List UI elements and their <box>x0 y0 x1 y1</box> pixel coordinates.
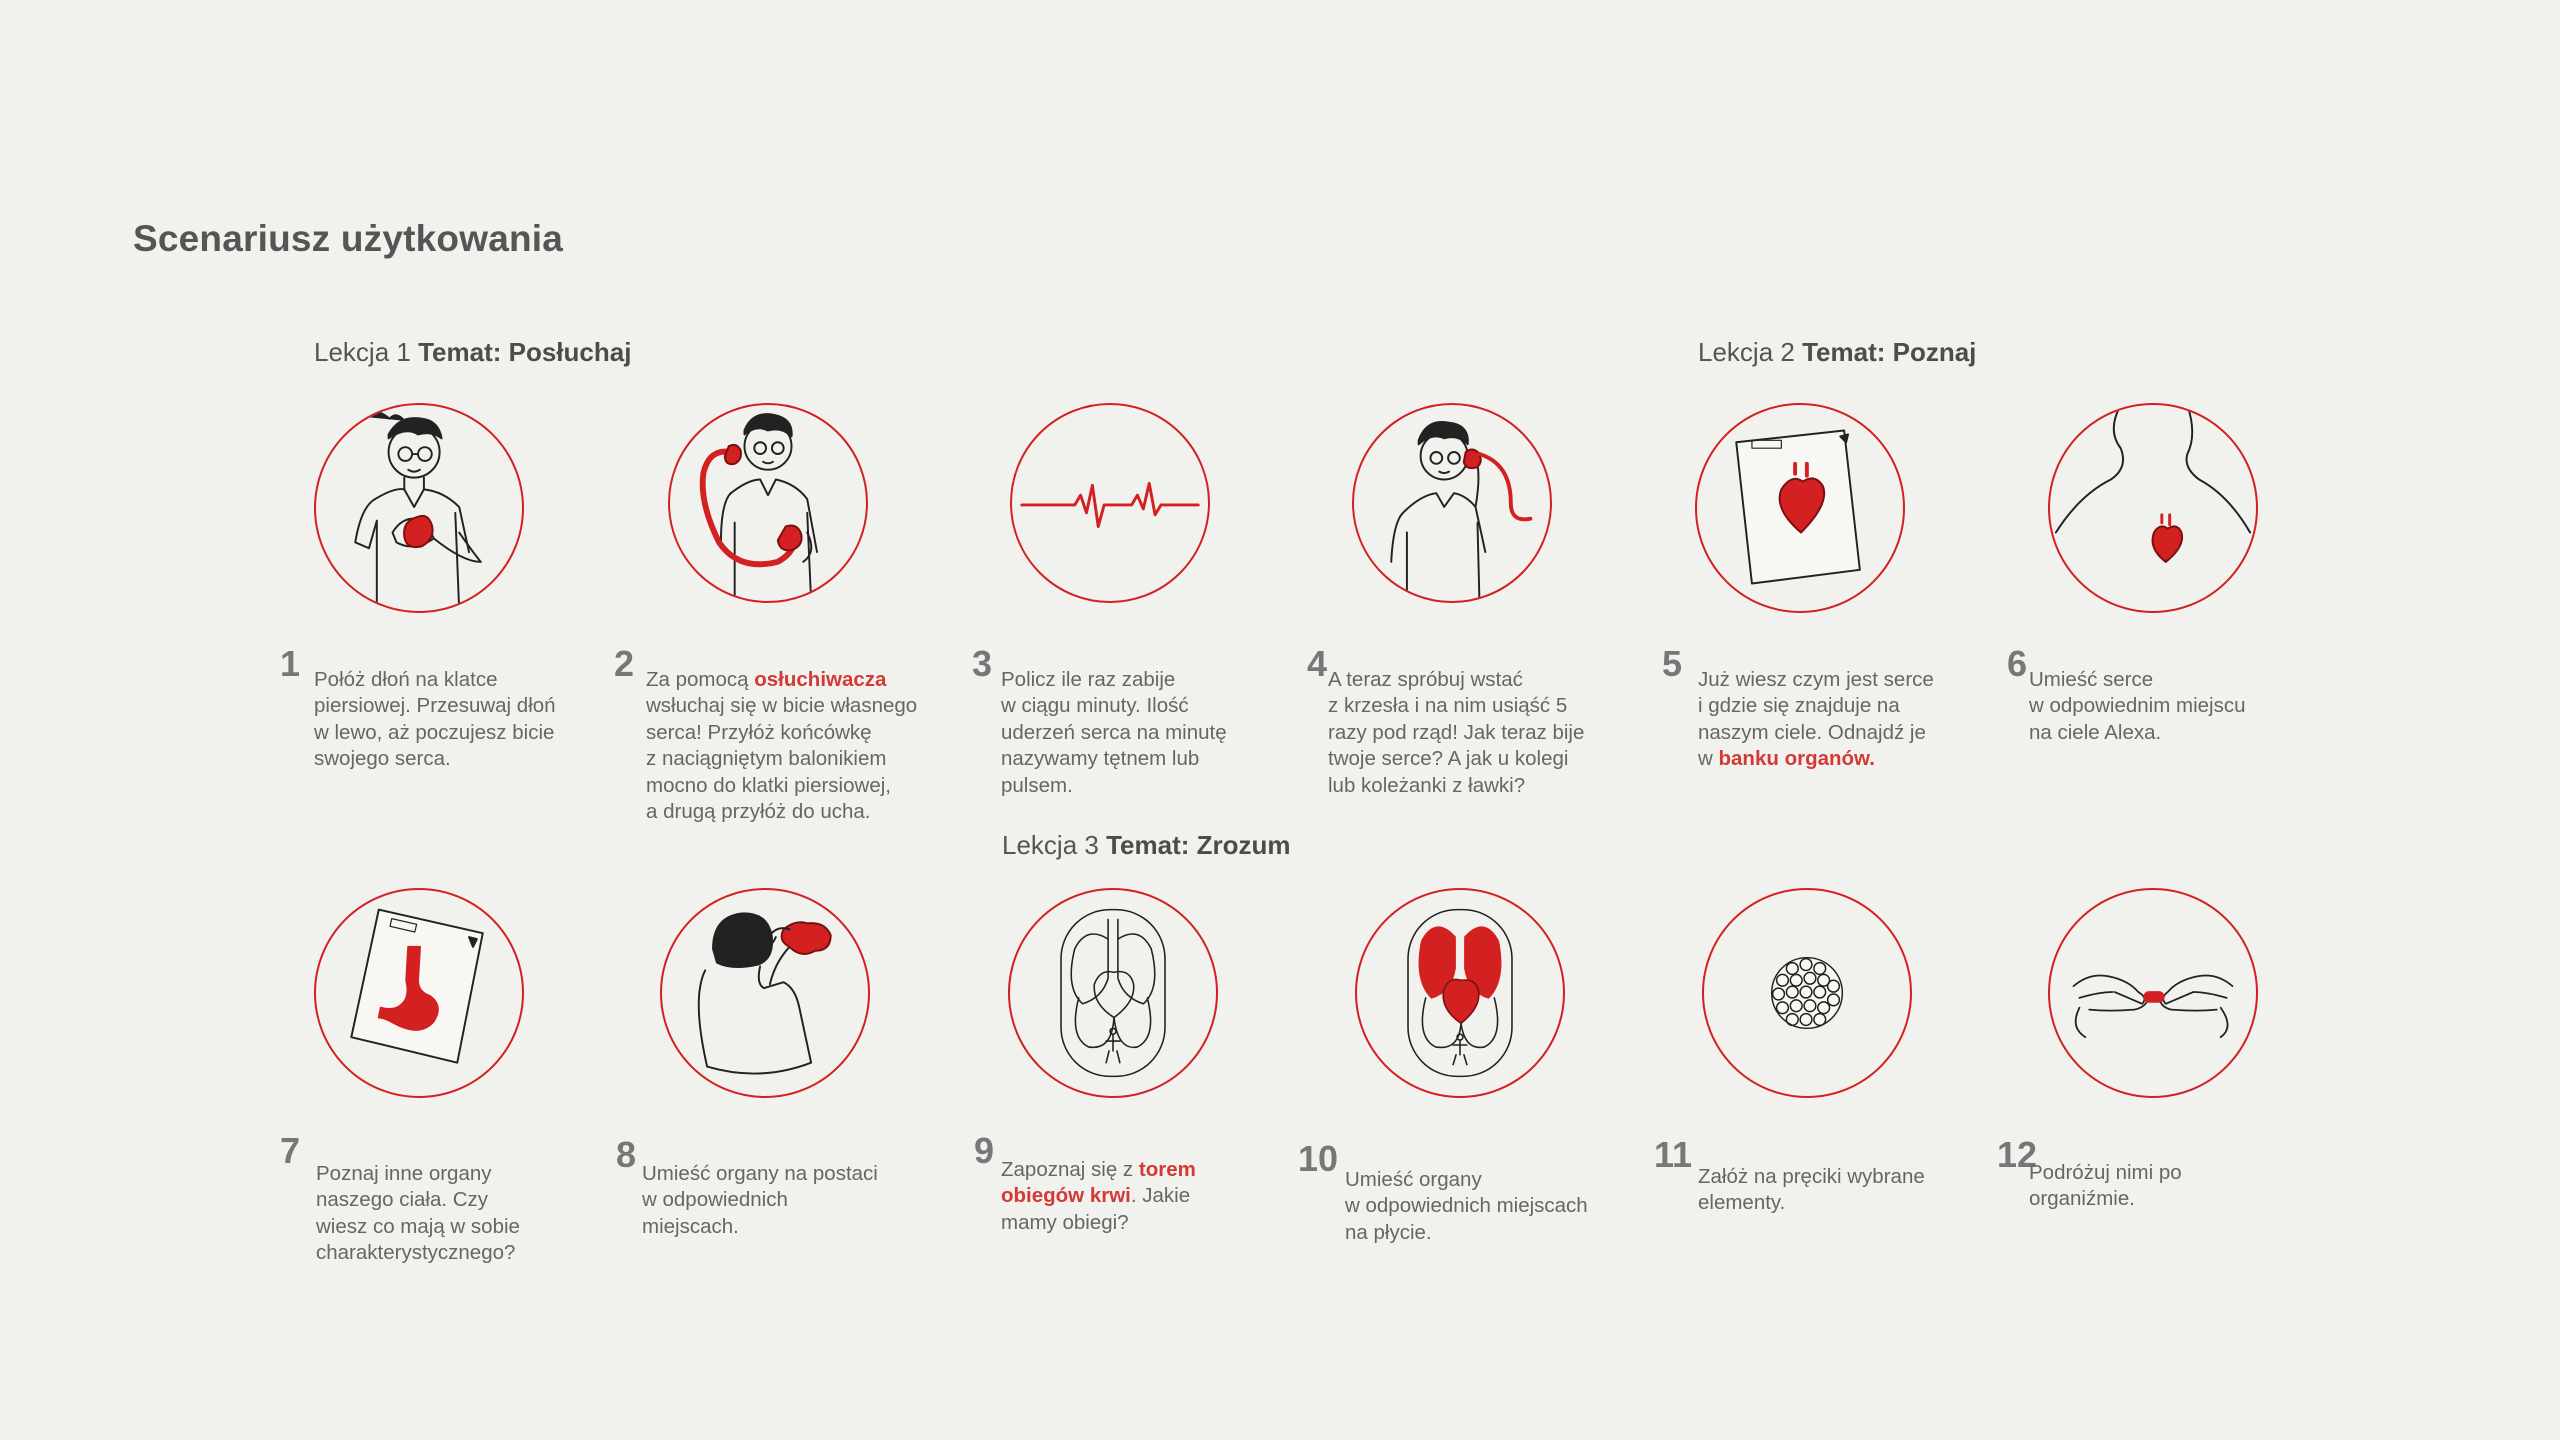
lesson-prefix: Lekcja 1 <box>314 337 411 367</box>
heart-card-icon <box>1695 403 1905 613</box>
step-number: 5 <box>1661 643 1682 684</box>
step-text: Policz ile raz zabije w ciągu minuty. Ilość uderzeń serca na minutę nazywamy tętnem lub pulsem. <box>1001 667 1227 797</box>
stethoscope-listening-icon <box>668 403 868 603</box>
step-text: wsłuchaj się w bicie własnego serca! Przyłóż końcówkę z naciągniętym balonikiem mocno do klatki piersiowej, a drugą przyłóż do ucha. <box>646 694 918 823</box>
step-text: Poznaj inne organy naszego ciała. Czy wiesz co mają w sobie charakterystycznego? <box>316 1161 520 1264</box>
step-number: 6 <box>2006 643 2027 684</box>
step-description <box>642 1134 878 1240</box>
step-text: Połóż dłoń na klatce piersiowej. Przesuwaj dłoń w lewo, aż poczujesz bicie swojego serca. <box>314 667 556 770</box>
step-text: Zapoznaj się z <box>1001 1157 1139 1181</box>
step-text: Za pomocą <box>646 667 755 691</box>
hand-on-chest-icon <box>314 403 524 613</box>
hands-tube-icon <box>2048 888 2258 1098</box>
step-text: Już wiesz czym jest serce i gdzie się znajduje na naszym ciele. Odnajdź je w <box>1698 667 1934 770</box>
step-number: 3 <box>971 643 992 684</box>
lesson-2-heading <box>1698 337 1976 368</box>
step-number: 7 <box>279 1130 300 1171</box>
page-title: Scenariusz użytkowania <box>133 218 564 259</box>
step-text: Załóż na pręciki wybrane elementy. <box>1698 1164 1925 1214</box>
step-number: 8 <box>615 1134 636 1175</box>
step-description <box>1001 1130 1196 1236</box>
step-number: 10 <box>1297 1138 1338 1179</box>
step-description <box>1698 640 1934 773</box>
circulation-icon <box>1008 888 1218 1098</box>
step-number: 2 <box>613 643 634 684</box>
blood-circulation-link[interactable]: torem obiegów krwi <box>1001 1157 1196 1207</box>
lesson-prefix: Lekcja 2 <box>1698 337 1795 367</box>
body-heart-icon <box>2048 403 2258 613</box>
placing-organs-icon <box>660 888 870 1098</box>
step-description <box>2029 1133 2182 1213</box>
lesson-1-heading <box>314 337 631 368</box>
step-description <box>1328 640 1584 799</box>
organs-board-icon <box>1355 888 1565 1098</box>
step-text: Umieść organy w odpowiednich miejscach na płycie. <box>1345 1167 1588 1244</box>
organ-bank-link[interactable]: banku organów. <box>1718 747 1875 770</box>
step-number: 9 <box>973 1130 994 1171</box>
stomach-card-icon <box>314 888 524 1098</box>
step-text: . Jakie mamy obiegi? <box>1001 1184 1191 1234</box>
step-description <box>1001 640 1227 799</box>
step-number: 11 <box>1653 1134 1692 1175</box>
boy-listening-icon <box>1352 403 1552 603</box>
heartbeat-line-icon <box>1010 403 1210 603</box>
step-text: Umieść organy na postaci w odpowiednich miejscach. <box>642 1161 878 1238</box>
step-description <box>1698 1137 1925 1217</box>
step-description <box>1345 1140 1588 1246</box>
stethoscope-link[interactable]: osłuchiwacza <box>754 667 887 691</box>
step-description <box>2029 640 2245 746</box>
step-description <box>316 1134 520 1267</box>
step-number: 1 <box>279 643 300 684</box>
step-description <box>646 640 917 826</box>
step-text: Podróżuj nimi po organiźmie. <box>2029 1160 2182 1210</box>
lesson-3-heading <box>1002 830 1291 861</box>
lesson-topic: Temat: Posłuchaj <box>418 337 632 367</box>
lesson-topic: Temat: Poznaj <box>1802 337 1977 367</box>
lesson-prefix: Lekcja 3 <box>1002 830 1099 860</box>
step-description <box>314 640 556 773</box>
step-text: Umieść serce w odpowiednim miejscu na ciele Alexa. <box>2029 667 2246 744</box>
beads-sphere-icon <box>1702 888 1912 1098</box>
step-number: 12 <box>1996 1134 2037 1175</box>
step-text: A teraz spróbuj wstać z krzesła i na nim usiąść 5 razy pod rząd! Jak teraz bije twoje serce? A jak u kolegi lub koleżanki z ławki? <box>1328 667 1585 797</box>
step-number: 4 <box>1306 643 1327 684</box>
lesson-topic: Temat: Zrozum <box>1106 830 1291 860</box>
